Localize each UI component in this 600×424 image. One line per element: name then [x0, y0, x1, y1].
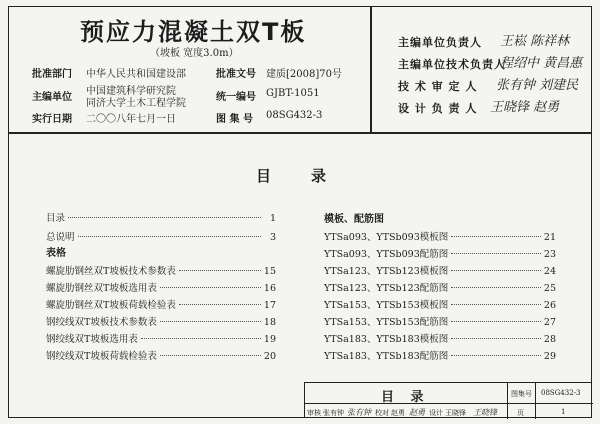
- page-subtitle: （坡板 宽度3.0m）: [150, 48, 239, 59]
- tb-review-name: 张有钟: [323, 409, 344, 417]
- toc-entry[interactable]: YTSa153、YTSb153配筋图 27: [324, 317, 556, 328]
- toc-entry[interactable]: 钢绞线双T坡板荷载检验表 20: [46, 351, 276, 362]
- toc-section-drawings: 模板、配筋图: [324, 214, 384, 225]
- tb-design-label: 设计: [429, 409, 443, 417]
- responsible-label-1: 主编单位负责人: [398, 36, 482, 49]
- signature-1: 王崧 陈祥林: [500, 34, 570, 49]
- tb-review-label: 审核: [307, 409, 321, 417]
- approval-no-value: 建质[2008]70号: [266, 69, 342, 80]
- page-title: 预应力混凝土双T板: [80, 18, 307, 46]
- signature-4: 王晓锋 赵勇: [490, 100, 560, 115]
- signature-3: 张有钟 刘建民: [496, 78, 579, 93]
- title-block-row-divider: [305, 403, 593, 404]
- title-block-col-divider: [507, 383, 508, 419]
- title-block-name: 目 录: [381, 390, 430, 405]
- toc-entry[interactable]: YTSa123、YTSb123配筋图 25: [324, 283, 556, 294]
- title-block-atlas-label: 图集号: [511, 390, 532, 398]
- toc-entry[interactable]: 螺旋肋钢丝双T坡板选用表 16: [46, 283, 276, 294]
- chief-unit-label: 主编单位: [32, 92, 72, 103]
- toc-entry[interactable]: YTSa153、YTSb153模板图 26: [324, 300, 556, 311]
- responsible-label-4: 设 计 负 责 人: [398, 102, 478, 115]
- toc-section-tables: 表格: [46, 248, 66, 259]
- unified-no-value: GJBT-1051: [266, 88, 320, 99]
- tb-page-label: 页: [517, 409, 524, 417]
- approval-no-label: 批准文号: [216, 69, 256, 80]
- tb-review-signature: 张有钟: [347, 408, 371, 417]
- title-block-col-divider: [535, 383, 536, 419]
- responsible-label-3: 技 术 审 定 人: [398, 80, 478, 93]
- approval-dept-label: 批准部门: [32, 69, 72, 80]
- tb-design-name: 王晓锋: [445, 409, 466, 417]
- header-divider-vertical: [370, 6, 372, 132]
- tb-design-signature: 王晓锋: [473, 408, 497, 417]
- approval-dept-value: 中华人民共和国建设部: [86, 69, 186, 80]
- toc-entry[interactable]: YTSa093、YTSb093配筋图 23: [324, 249, 556, 260]
- toc-entry[interactable]: 螺旋肋钢丝双T坡板技术参数表 15: [46, 266, 276, 277]
- toc-entry[interactable]: 钢绞线双T坡板技术参数表 18: [46, 317, 276, 328]
- effective-date-value: 二〇〇八年七月一日: [86, 114, 176, 125]
- toc-entry[interactable]: YTSa183、YTSb183模板图 28: [324, 334, 556, 345]
- atlas-no-value: 08SG432-3: [266, 110, 323, 121]
- toc-entry[interactable]: YTSa093、YTSb093模板图 21: [324, 232, 556, 243]
- effective-date-label: 实行日期: [32, 114, 72, 125]
- signature-2: 程绍中 黄昌惠: [500, 56, 583, 71]
- unified-no-label: 统一编号: [216, 92, 256, 103]
- toc-entry[interactable]: 目录 1: [46, 213, 276, 224]
- tb-check-signature: 赵勇: [409, 408, 425, 417]
- title-block-atlas-no: 08SG432-3: [541, 389, 581, 397]
- tb-check-name: 赵勇: [391, 409, 405, 417]
- tb-check-label: 校对: [375, 409, 389, 417]
- responsible-label-2: 主编单位技术负责人: [398, 58, 506, 71]
- chief-unit-value-2: 同济大学土木工程学院: [86, 98, 186, 109]
- chief-unit-value-1: 中国建筑科学研究院: [86, 86, 176, 97]
- title-block: [304, 382, 592, 418]
- toc-entry[interactable]: YTSa123、YTSb123模板图 24: [324, 266, 556, 277]
- toc-entry[interactable]: 螺旋肋钢丝双T坡板荷载检验表 17: [46, 300, 276, 311]
- atlas-no-label: 图 集 号: [216, 114, 253, 125]
- toc-title: 目录: [256, 167, 367, 185]
- tb-page-number: 1: [561, 408, 566, 416]
- header-divider-horizontal: [8, 132, 592, 134]
- toc-entry[interactable]: 钢绞线双T坡板选用表 19: [46, 334, 276, 345]
- toc-entry[interactable]: YTSa183、YTSb183配筋图 29: [324, 351, 556, 362]
- toc-entry[interactable]: 总说明 3: [46, 232, 276, 243]
